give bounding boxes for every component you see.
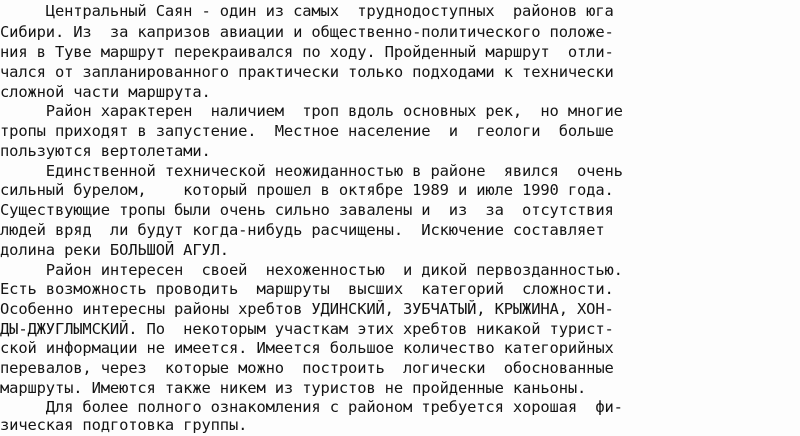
- text-line-2: Сибири. Из за капризов авиации и общественно-политического положе-: [0, 23, 614, 41]
- text-line-6: Район характерен наличием троп вдоль основных рек, но многие: [0, 102, 623, 120]
- text-line-18: ской информации не имеется. Имеется большое количество категорийных: [0, 339, 614, 357]
- text-line-19: перевалов, через которые можно построить логически обоснованные: [0, 359, 614, 377]
- text-line-11: Существующие тропы были очень сильно завалены и из за отсутствия: [0, 201, 614, 219]
- text-line-5: сложной части маршрута.: [0, 83, 211, 101]
- text-line-13: долина реки БОЛЬШОЙ АГУЛ.: [0, 241, 229, 259]
- text-line-12: людей вряд ли будут когда-нибудь расчищены. Искючение составляет: [0, 221, 605, 239]
- text-line-20: маршруты. Имеются также никем из туристов не пройденные каньоны.: [0, 379, 587, 397]
- text-line-8: пользуются вертолетами.: [0, 142, 211, 160]
- text-line-9: Единственной технической неожиданностью в районе явился очень: [0, 162, 623, 180]
- text-line-15: Есть возможность проводить маршруты высших категорий сложности.: [0, 280, 614, 298]
- text-line-21: Для более полного ознакомления с районом требуется хорошая фи-: [0, 398, 623, 416]
- text-line-1: Центральный Саян - один из самых труднодоступных районов юга: [0, 2, 614, 20]
- text-line-7: тропы приходят в запустение. Местное население и геологи больше: [0, 122, 614, 140]
- text-line-14: Район интересен своей нехоженностью и дикой первозданностью.: [0, 261, 623, 279]
- text-line-3: ния в Туве маршрут перекраивался по ходу. Пройденный маршрут отли-: [0, 43, 614, 61]
- text-line-16: Особенно интересны районы хребтов УДИНСКИЙ, ЗУБЧАТЫЙ, КРЫЖИНА, ХОН-: [0, 300, 614, 318]
- text-line-17: ДЫ-ДЖУГЛЫМСКИЙ. По некоторым участкам этих хребтов никакой турист-: [0, 320, 614, 338]
- text-line-22: зическая подготовка группы.: [0, 416, 248, 434]
- text-line-4: чался от запланированного практически только подходами к технически: [0, 63, 614, 81]
- text-line-10: сильный бурелом, который прошел в октябре 1989 и июле 1990 года.: [0, 181, 614, 199]
